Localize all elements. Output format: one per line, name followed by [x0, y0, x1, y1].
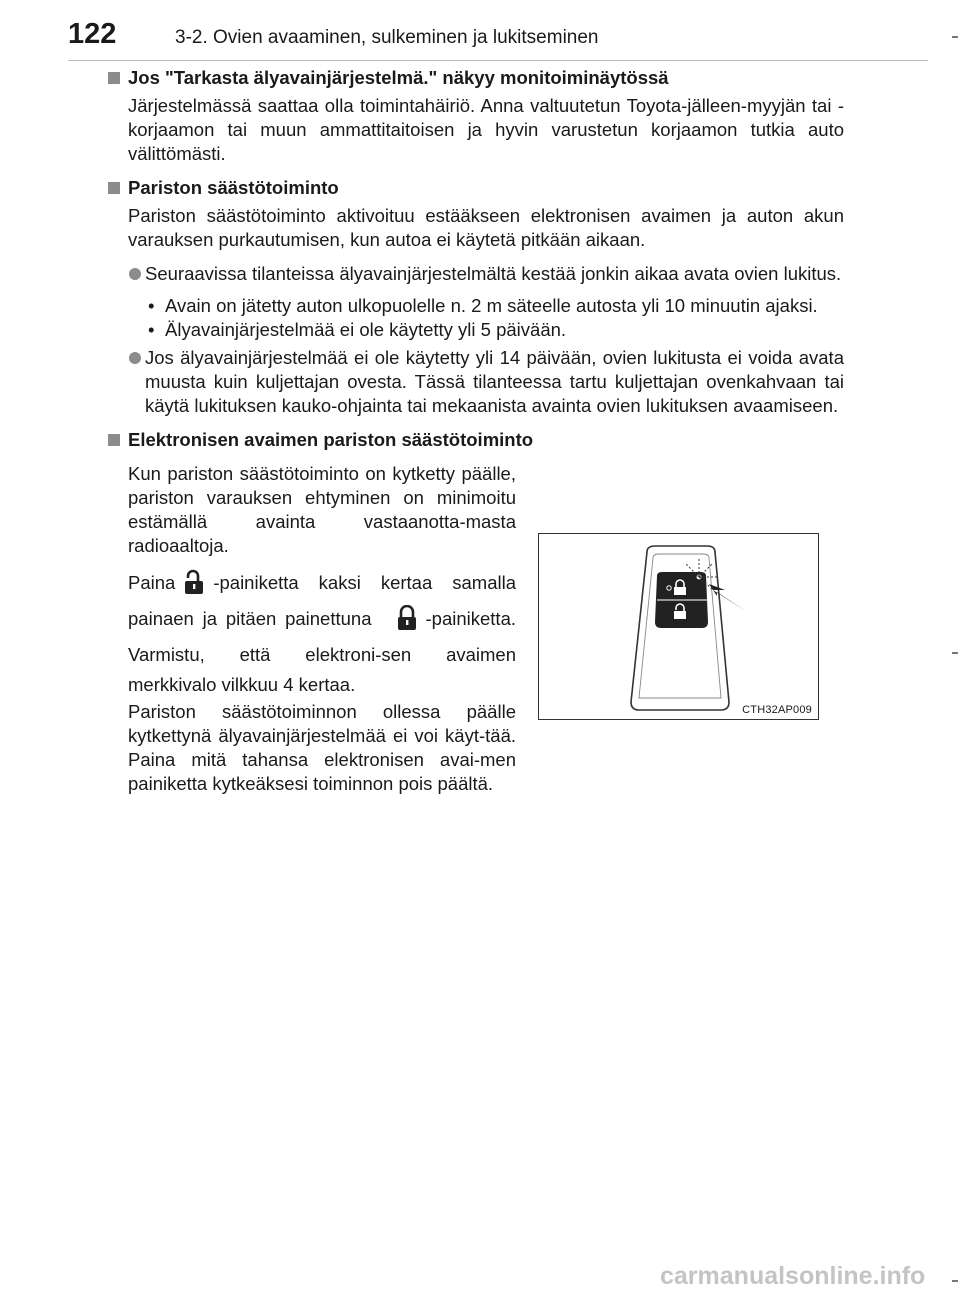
round-bullet-icon [129, 352, 141, 364]
chapter-title: 3-2. Ovien avaaminen, sulkeminen ja lukitseminen [175, 27, 599, 48]
unlock-icon [179, 569, 209, 604]
list-item: Seuraavissa tilanteissa älyavainjärjestelmältä kestää jonkin aikaa avata ovien lukitus. [108, 262, 844, 286]
bullet-point-icon: • [148, 319, 155, 340]
section-heading: Pariston säästötoiminto [108, 176, 844, 200]
list-item: Jos älyavainjärjestelmää ei ole käytetty yli 14 päivään, ovien lukitusta ei voida avata muusta kuin kuljettajan ovesta. Tässä tilanteessa tartu kuljettajan ovenkahvaan tai käytä lukituksen kauko-ohjainta tai mekaanista avainta ovien lukituksen avaamiseen. [108, 346, 844, 418]
key-fob-drawing [539, 534, 817, 718]
square-bullet-icon [108, 72, 120, 84]
lock-icon [392, 605, 422, 640]
paragraph: Paina -painiketta kaksi kertaa samalla painaen ja pitäen painettuna -painiketta. Varmistu, että elektroni-sen avaimen merkkivalo vilkkuu 4 kertaa. [128, 568, 516, 700]
page-header [68, 18, 948, 58]
page-number: 122 [68, 18, 117, 50]
sub-list-item: • Älyavainjärjestelmää ei ole käytetty yli 5 päivään. [148, 319, 567, 340]
crop-mark [952, 36, 958, 38]
header-rule [68, 60, 928, 61]
section-body: Pariston säästötoiminto aktivoituu estääkseen elektronisen avaimen ja auton akun varauksen purkautumisen, kun autoa ei käytetä pitkään aikaan. [128, 205, 844, 250]
paragraph: Pariston säästötoiminnon ollessa päälle kytkettynä älyavainjärjestelmää ei voi käyt-tää. Paina mitä tahansa elektronisen avai-men painiketta kytkeäksesi toiminnon pois päältä. [128, 701, 516, 794]
paragraph: Kun pariston säästötoiminto on kytketty päälle, pariston varauksen ehtyminen on minimoitu estämällä avainta vastaanotta-masta radioaaltoja. [128, 463, 516, 556]
section-body: Järjestelmässä saattaa olla toimintahäiriö. Anna valtuutetun Toyota-jälleen-myyjän tai -korjaamon tai muun ammattitaitoisen ja hyvin varustetun korjaamon tutkia auto välittömästi. [128, 95, 844, 164]
square-bullet-icon [108, 182, 120, 194]
round-bullet-icon [129, 268, 141, 280]
square-bullet-icon [108, 434, 120, 446]
bullet-point-icon: • [148, 295, 155, 316]
crop-mark [952, 652, 958, 654]
sub-list-item: • Avain on jätetty auton ulkopuolelle n. 2 m säteelle autosta yli 10 minuutin ajaksi. [148, 295, 818, 316]
figure-caption: CTH32AP009 [742, 704, 812, 716]
crop-mark [952, 1280, 958, 1282]
section-heading: Jos "Tarkasta älyavainjärjestelmä." näkyy monitoiminäytössä [108, 66, 844, 90]
key-fob-illustration [538, 533, 819, 720]
section-heading: Elektronisen avaimen pariston säästötoiminto [108, 428, 844, 452]
text-column [108, 462, 516, 796]
watermark: carmanualsonline.info [660, 1262, 926, 1290]
